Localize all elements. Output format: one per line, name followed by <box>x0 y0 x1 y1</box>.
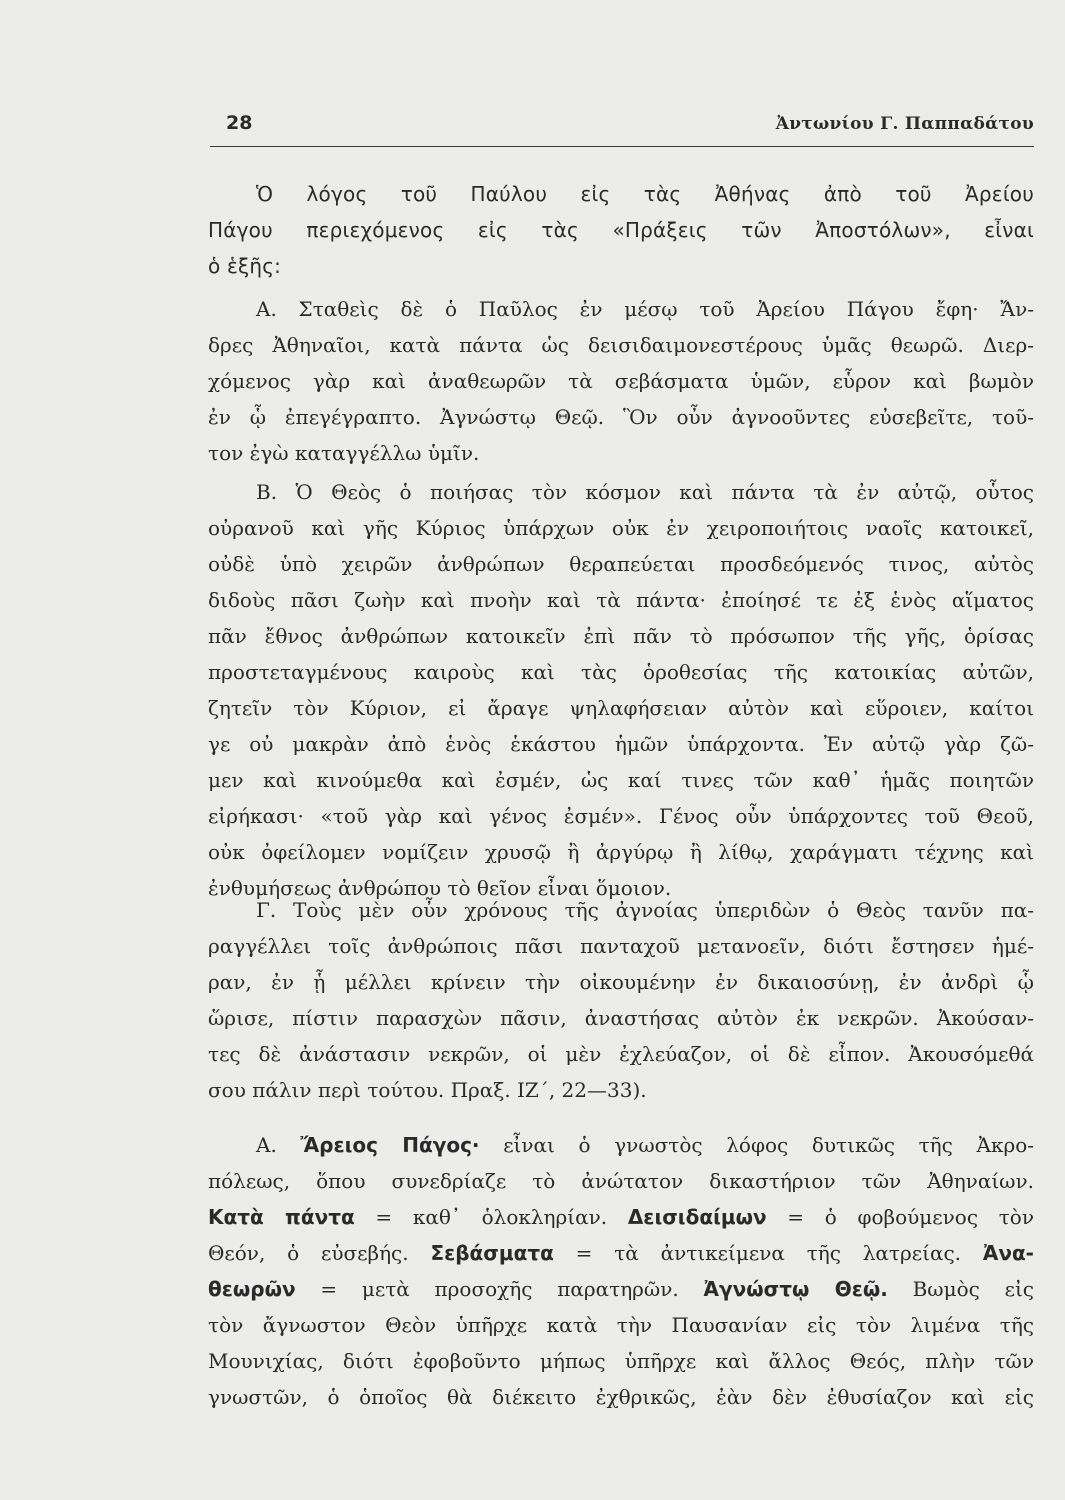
text-line: Γ. Τοὺς μὲν οὖν χρόνους τῆς ἀγνοίας ὑπεριδὼν ὁ Θεὸς τανῦν πα- <box>256 898 1034 922</box>
text-line: διδοὺς πᾶσι ζωὴν καὶ πνοὴν καὶ τὰ πάντα· ἐποίησέ τε ἐξ ἑνὸς αἵματος <box>208 588 1034 612</box>
text-fragment: = καθ᾿ ὁλοκληρίαν. <box>354 1205 628 1229</box>
commentary-line: πόλεως, ὅπου συνεδρίαζε τὸ ἀνώτατον δικαστήριον τῶν Ἀθηναίων. <box>208 1169 1034 1193</box>
term-anatheoron-start: Ἀνα- <box>982 1241 1034 1265</box>
text-fragment: = τὰ ἀντικείμενα τῆς λατρείας. <box>553 1241 983 1265</box>
text-line: δρες Ἀθηναῖοι, κατὰ πάντα ὡς δεισιδαιμονεστέρους ὑμᾶς θεωρῶ. Διερ- <box>208 333 1034 357</box>
section-c <box>208 892 1034 1108</box>
text-line: γε οὐ μακρὰν ἀπὸ ἑνὸς ἑκάστου ἡμῶν ὑπάρχοντα. Ἐν αὐτῷ γὰρ ζῶ- <box>208 732 1034 756</box>
text-line: σου πάλιν περὶ τούτου. Πραξ. ΙΖ΄, 22—33). <box>208 1078 647 1102</box>
text-line: Β. Ὁ Θεὸς ὁ ποιήσας τὸν κόσμον καὶ πάντα τὰ ἐν αὐτῷ, οὗτος <box>256 480 1034 504</box>
text-line: οὐρανοῦ καὶ γῆς Κύριος ὑπάρχων οὐκ ἐν χειροποιήτοις ναοῖς κατοικεῖ, <box>208 516 1034 540</box>
intro-paragraph <box>208 176 1034 284</box>
text-line: ραγγέλλει τοῖς ἀνθρώποις πᾶσι πανταχοῦ μετανοεῖν, διότι ἔστησεν ἡμέ- <box>208 934 1034 958</box>
term-sebasmata: Σεβάσματα <box>430 1241 554 1265</box>
text-line: οὐδὲ ὑπὸ χειρῶν ἀνθρώπων θεραπεύεται προσδεόμενός τινος, αὐτὸς <box>208 552 1034 576</box>
text-fragment: = ὁ φοβούμενος τὸν <box>766 1205 1034 1229</box>
header-rule <box>210 146 1034 147</box>
text-line: οὐκ ὀφείλομεν νομίζειν χρυσῷ ἢ ἀργύρῳ ἢ λίθῳ, χαράγματι τέχνης καὶ <box>208 840 1034 864</box>
text-line: ὥρισε, πίστιν παρασχὼν πᾶσιν, ἀναστήσας αὐτὸν ἐκ νεκρῶν. Ἀκούσαν- <box>208 1006 1034 1030</box>
text-fragment: Α. <box>256 1133 301 1157</box>
text-line: πᾶν ἔθνος ἀνθρώπων κατοικεῖν ἐπὶ πᾶν τὸ πρόσωπον τῆς γῆς, ὁρίσας <box>208 624 1034 648</box>
text-line: Α. Σταθεὶς δὲ ὁ Παῦλος ἐν μέσῳ τοῦ Ἀρείου Πάγου ἔφη· Ἄν- <box>256 297 1034 321</box>
text-line: ζητεῖν τὸν Κύριον, εἰ ἄραγε ψηλαφήσειαν αὐτὸν καὶ εὕροιεν, καίτοι <box>208 696 1034 720</box>
text-fragment: Θεόν, ὁ εὐσεβής. <box>208 1241 431 1265</box>
text-fragment: εἶναι ὁ γνωστὸς λόφος δυτικῶς τῆς Ἀκρο- <box>479 1133 1034 1157</box>
text-line: εἰρήκασι· «τοῦ γὰρ καὶ γένος ἐσμέν». Γένος οὖν ὑπάρχοντες τοῦ Θεοῦ, <box>208 804 1034 828</box>
page-number: 28 <box>226 112 253 134</box>
text-line: τες δὲ ἀνάστασιν νεκρῶν, οἱ μὲν ἐχλεύαζον, οἱ δὲ εἶπον. Ἀκουσόμεθά <box>208 1042 1034 1066</box>
commentary-line <box>208 1127 1034 1163</box>
commentary <box>208 1127 1034 1415</box>
text-line: τον ἐγὼ καταγγέλλω ὑμῖν. <box>208 441 480 465</box>
running-head: Ἀντωνίου Γ. Παππαδάτου <box>775 114 1034 134</box>
text-line: χόμενος γὰρ καὶ ἀναθεωρῶν τὰ σεβάσματα ὑμῶν, εὗρον καὶ βωμὸν <box>208 369 1034 393</box>
text-line: προστεταγμένους καιροὺς καὶ τὰς ὁροθεσίας τῆς κατοικίας αὐτῶν, <box>208 660 1034 684</box>
commentary-line: Μουνιχίας, διότι ἐφοβοῦντο μήπως ὑπῆρχε καὶ ἄλλος Θεός, πλὴν τῶν <box>208 1349 1034 1373</box>
commentary-line <box>208 1199 1034 1235</box>
term-areios-pagos: Ἄρειος Πάγος· <box>300 1133 480 1157</box>
commentary-line <box>208 1235 1034 1271</box>
text-line: ὁ ἑξῆς: <box>208 254 282 278</box>
text-line: ἐνθυμήσεως ἀνθρώπου τὸ θεῖον εἶναι ὅμοιον. <box>208 876 672 900</box>
section-a <box>208 291 1034 471</box>
text-line: ραν, ἐν ᾗ μέλλει κρίνειν τὴν οἰκουμένην ἐν δικαιοσύνῃ, ἐν ἀνδρὶ ᾧ <box>208 970 1034 994</box>
text-fragment: = μετὰ προσοχῆς παρατηρῶν. <box>295 1277 704 1301</box>
text-line: Πάγου περιεχόμενος εἰς τὰς «Πράξεις τῶν Ἀποστόλων», εἶναι <box>208 218 1034 242</box>
commentary-line: γνωστῶν, ὁ ὁποῖος θὰ διέκειτο ἐχθρικῶς, ἐὰν δὲν ἐθυσίαζον καὶ εἰς <box>208 1385 1034 1409</box>
term-agnosto-theo: Ἀγνώστῳ Θεῷ. <box>703 1277 888 1301</box>
commentary-line: τὸν ἄγνωστον Θεὸν ὑπῆρχε κατὰ τὴν Παυσανίαν εἰς τὸν λιμένα τῆς <box>208 1313 1034 1337</box>
term-kata-panta: Κατὰ πάντα <box>208 1205 355 1229</box>
text-line: Ὁ λόγος τοῦ Παύλου εἰς τὰς Ἀθήνας ἀπὸ τοῦ Ἀρείου <box>256 182 1034 206</box>
section-b <box>208 474 1034 906</box>
term-anatheoron-end: θεωρῶν <box>208 1277 296 1301</box>
text-fragment: Βωμὸς εἰς <box>887 1277 1034 1301</box>
term-deisidaimon: Δεισιδαίμων <box>627 1205 767 1229</box>
text-line: μεν καὶ κινούμεθα καὶ ἐσμέν, ὡς καί τινες τῶν καθ᾿ ἡμᾶς ποιητῶν <box>208 768 1034 792</box>
commentary-line <box>208 1271 1034 1307</box>
text-line: ἐν ᾧ ἐπεγέγραπτο. Ἀγνώστῳ Θεῷ. Ὃν οὖν ἀγνοοῦντες εὐσεβεῖτε, τοῦ- <box>208 405 1034 429</box>
